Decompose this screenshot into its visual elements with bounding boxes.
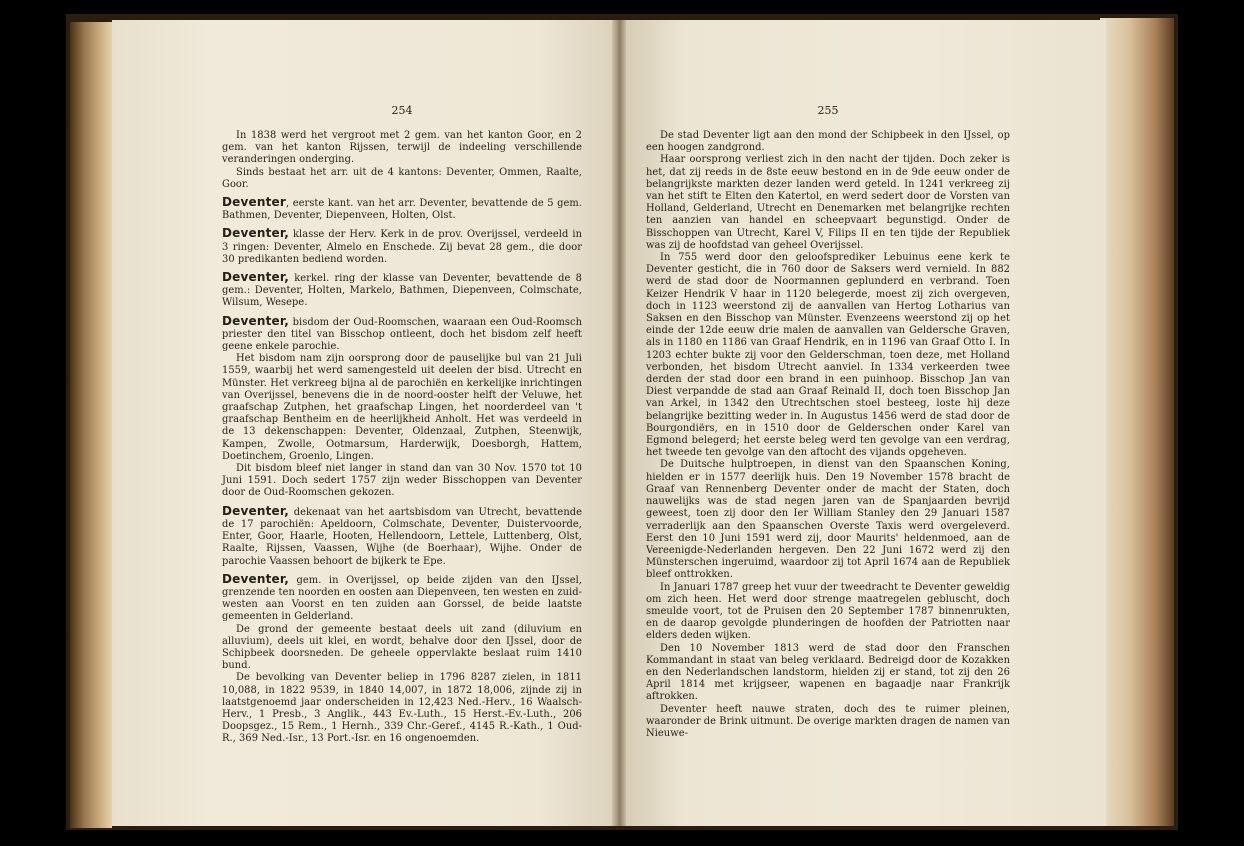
entry-text: bisdom der Oud-Roomschen, waaraan een Oud-Roomsch priester den titel van Bisschop ontleent, doch het bisdom zelf heeft geene enkele parochie. <box>222 316 582 353</box>
left-page-number: 254 <box>391 104 413 117</box>
left-page-body <box>222 130 582 746</box>
entry-text: , eerste kant. van het arr. Deventer, bevattende de 5 gem. Bathmen, Deventer, Diepenveen, Holten, Olst. <box>222 198 582 222</box>
paragraph: Het bisdom nam zijn oorsprong door de pauselijke bul van 21 Juli 1559, waarbij het werd samengesteld uit deelen der bisd. Utrecht en Münster. Het verkreeg bijna al de parochiën en kerkelijke inrichtingen van Overijssel, benevens die in de noord-ooster helft der Veluwe, het graafschap Zutphen, het graafschap Lingen, het noorderdeel van 't graafschap Bentheim en de heerlijkheid Anholt. Het was verdeeld in de 13 dekenschappen: Deventer, Oldenzaal, Zutphen, Steenwijk, Kampen, Zwolle, Ootmarsum, Harderwijk, Doesborgh, Hattem, Doetinchem, Groenlo, Lingen. <box>222 353 582 462</box>
entry-headword: Deventer, <box>222 270 289 285</box>
paragraph: In 1838 werd het vergroot met 2 gem. van het kanton Goor, en 2 gem. van het kanton Rijssen, terwijl de indeeling verschillende veranderingen onderging. <box>222 130 582 166</box>
right-page-number: 255 <box>817 104 839 117</box>
entry-headword: Deventer, <box>222 226 289 241</box>
entry-text: gem. in Overijssel, op beide zijden van den IJssel, grenzende ten noorden en oosten aan Diepenveen, ten westen en zuid-westen aan Voorst en ten zuiden aan Gorssel, de beide laatste gemeenten in Gelderland. <box>222 574 582 623</box>
dictionary-entry <box>222 271 582 310</box>
dictionary-entry <box>222 196 582 222</box>
book-gutter <box>612 20 626 826</box>
left-page-stack-edge <box>70 22 112 828</box>
paragraph: De grond der gemeente bestaat deels uit zand (diluvium en alluvium), deels uit klei, en wordt, behalve door den IJssel, door de Schipbeek doorsneden. De geheele oppervlakte beslaat ruim 1410 bund. <box>222 623 582 672</box>
paragraph: Dit bisdom bleef niet langer in stand dan van 30 Nov. 1570 tot 10 Juni 1591. Doch sedert 1757 zijn weder Bisschoppen van Deventer door de Oud-Roomschen gekozen. <box>222 463 582 499</box>
entry-text: klasse der Herv. Kerk in de prov. Overijssel, verdeeld in 3 ringen: Deventer, Almelo en Enschede. Zij bevat 28 gem., die door 30 predikanten bediend worden. <box>222 229 582 265</box>
entry-headword: Deventer <box>222 195 286 210</box>
paragraph: In Januari 1787 greep het vuur der tweedracht te Deventer geweldig om zich heen. Het werd door strenge maatregelen gebluscht, doch smeulde voort, tot de Pruisen den 20 September 1787 binnenrukten, en de daarop gevolgde plunderingen de hoofden der Patriotten naar elders deden wijken. <box>646 581 1010 642</box>
paragraph: Deventer heeft nauwe straten, doch des te ruimer pleinen, waaronder de Brink uitmunt. De overige markten dragen de namen van Nieuwe- <box>646 703 1010 739</box>
right-page-stack-edge <box>1100 18 1174 826</box>
paragraph: De stad Deventer ligt aan den mond der Schipbeek in den IJssel, op een hoogen zandgrond. <box>646 130 1010 154</box>
left-page <box>112 20 612 826</box>
entry-headword: Deventer, <box>222 571 289 586</box>
dictionary-entry <box>222 227 582 266</box>
entry-text: kerkel. ring der klasse van Deventer, bevattende de 8 gem.: Deventer, Holten, Markelo, Bathmen, Diepenveen, Colmschate, Wilsum, Wesepe. <box>222 273 582 309</box>
left-page-text <box>222 104 582 746</box>
entry-text: dekenaat van het aartsbisdom van Utrecht, bevattende de 17 parochiën: Apeldoorn, Colmschate, Deventer, Duistervoorde, Enter, Goor, Haarle, Hooten, Hellendoorn, Lettele, Luttenberg, Olst, Raalte, Rijssen, Vaassen, Wijhe (de Boerhaar), Wijhe. Onder de parochie Vaassen behoort de bijkerk te Epe. <box>222 506 582 567</box>
dictionary-entry <box>222 315 582 354</box>
paragraph: Haar oorsprong verliest zich in den nacht der tijden. Doch zeker is het, dat zij reeds in de 8ste eeuw bestond en in de 9de eeuw onder de belangrijkste markten dezer landen werd geteld. In 1241 verkreeg zij van het stift te Elten den Katertol, en werd sedert door de Vorsten van Holland, Gelderland, Utrecht en Denemarken met belangrijke rechten ten aanzien van handel en scheepvaart begunstigd. Onder de Bisschoppen van Utrecht, Karel V, Filips II en ten tijde der Republiek was zij de hoofdstad van geheel Overijssel. <box>646 154 1010 251</box>
right-page <box>626 20 1106 826</box>
entry-headword: Deventer, <box>222 313 289 328</box>
dictionary-entry <box>222 573 582 624</box>
paragraph: Sinds bestaat het arr. uit de 4 kantons: Deventer, Ommen, Raalte, Goor. <box>222 166 582 190</box>
paragraph: De Duitsche hulptroepen, in dienst van den Spaanschen Koning, hielden er in 1577 deerlijk huis. Den 19 November 1578 bracht de Graaf van Rennenberg Deventer onder de macht der Staten, doch nauwelijks was de stad negen jaren van de Spanjaarden bevrijd geweest, toen zij door den Ier William Stanley den 29 Januari 1587 verraderlijk aan den Spaanschen Overste Taxis werd overgeleverd. Eerst den 10 Juni 1591 werd zij, door Maurits' heldenmoed, aan de Vereenigde-Nederlanden hergeven. Den 22 Juni 1672 werd zij den Münsterschen ingeruimd, waardoor zij tot April 1674 aan de Republiek bleef onttrokken. <box>646 459 1010 581</box>
right-page-body <box>646 130 1010 740</box>
paragraph: In 755 werd door den geloofsprediker Lebuinus eene kerk te Deventer gesticht, die in 760 door de Saksers werd vernield. In 882 werd de stad door de Noormannen geplunderd en verbrand. Toen Keizer Hendrik V haar in 1120 belegerde, moest zij zich overgeven, doch in 1123 weerstond zij de aanvallen van Hertog Lotharius van Saksen en den Bisschop van Münster. Evenzeens weerstond zij op het einde der 12de eeuw drie malen de aanvallen van Geldersche Graven, als in 1180 en 1186 van Graaf Hendrik, en in 1196 van Graaf Otto I. In 1203 echter bukte zij voor den Gelderschman, toen deze, met Holland verbonden, het bisdom Utrecht aanviel. In 1334 verkeerden twee derden der stad door een brand in een puinhoop. Bisschop Jan van Diest verpandde de stad aan Graaf Reinald II, doch toen Bisschop Jan van Arkel, in 1342 den Utrechtschen stoel besteeg, loste hij deze belangrijke bezitting weder in. In Augustus 1456 werd de stad door de Bourgondiërs, en in 1510 door de Gelderschen onder Karel van Egmond belegerd; het eerste beleg werd ten gevolge van een verdrag, het tweede ten gevolge van den aftocht des vijands opgeheven. <box>646 252 1010 459</box>
dictionary-entry <box>222 505 582 568</box>
paragraph: Den 10 November 1813 werd de stad door den Franschen Kommandant in staat van beleg verklaard. Bedreigd door de Kozakken en den Nederlandschen landstorm, hielden zij er stand, tot zij den 26 April 1814 met krijgseer, wapenen en bagaadje naar Frankrijk aftrokken. <box>646 642 1010 703</box>
right-page-text <box>646 104 1010 740</box>
entry-headword: Deventer, <box>222 503 289 518</box>
paragraph: De bevolking van Deventer beliep in 1796 8287 zielen, in 1811 10,088, in 1822 9539, in 1840 14,007, in 1872 18,006, zijnde zij in laatstgenoemd jaar onderscheiden in 12,423 Ned.-Herv., 16 Waalsch-Herv., 1 Presb., 3 Anglik., 443 Ev.-Luth., 15 Herst.-Ev.-Luth., 206 Doopsgez., 15 Rem., 1 Hernh., 339 Chr.-Geref., 4145 R.-Kath., 1 Oud-R., 369 Ned.-Isr., 13 Port.-Isr. en 16 ongenoemden. <box>222 672 582 745</box>
